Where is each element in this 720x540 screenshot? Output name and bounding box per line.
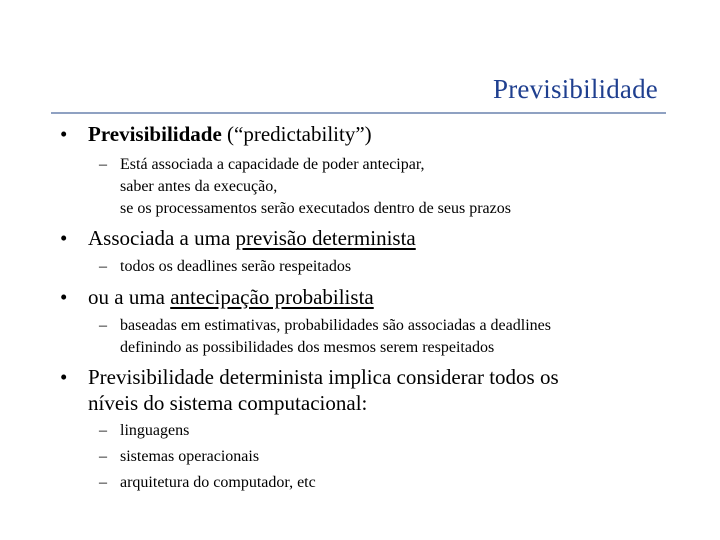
sub-bullet-text: se os processamentos serão executados dentro de seus prazos	[120, 200, 511, 217]
dash-marker: –	[99, 317, 107, 334]
bullet-text: níveis do sistema computacional:	[88, 391, 368, 415]
bullet-text-rest: (“predictability”)	[221, 122, 372, 146]
bullet-text	[88, 226, 416, 250]
bullet-text	[88, 122, 372, 146]
dash-marker: –	[99, 422, 107, 439]
underlined-term: previsão determinista	[235, 226, 416, 250]
sub-bullet-text: sistemas operacionais	[120, 448, 260, 465]
sub-bullet-text: baseadas em estimativas, probabilidades são associadas a deadlines	[120, 317, 551, 334]
bullet-marker: •	[60, 122, 68, 146]
sub-bullet-text: Está associada a capacidade de poder antecipar,	[120, 156, 425, 173]
sub-bullet-text: linguagens	[120, 422, 190, 439]
dash-marker: –	[99, 258, 107, 275]
bullet-marker: •	[60, 365, 68, 389]
sub-bullet-text: saber antes da execução,	[120, 178, 278, 195]
bold-term: Previsibilidade	[88, 122, 222, 146]
bullet-text: Previsibilidade determinista implica considerar todos os	[88, 365, 559, 389]
underlined-term: antecipação probabilista	[170, 285, 374, 309]
dash-marker: –	[99, 474, 107, 491]
bullet-marker: •	[60, 285, 68, 309]
dash-marker: –	[99, 156, 107, 173]
bullet-text	[88, 285, 374, 309]
sub-bullet-text: arquitetura do computador, etc	[120, 474, 316, 491]
slide-title: Previsibilidade	[493, 74, 658, 104]
bullet-text-prefix: ou a uma	[88, 285, 171, 309]
sub-bullet-text: definindo as possibilidades dos mesmos serem respeitados	[120, 339, 495, 356]
bullet-marker: •	[60, 226, 68, 250]
sub-bullet-text: todos os deadlines serão respeitados	[120, 258, 352, 275]
bullet-text-prefix: Associada a uma	[88, 226, 236, 250]
dash-marker: –	[99, 448, 107, 465]
